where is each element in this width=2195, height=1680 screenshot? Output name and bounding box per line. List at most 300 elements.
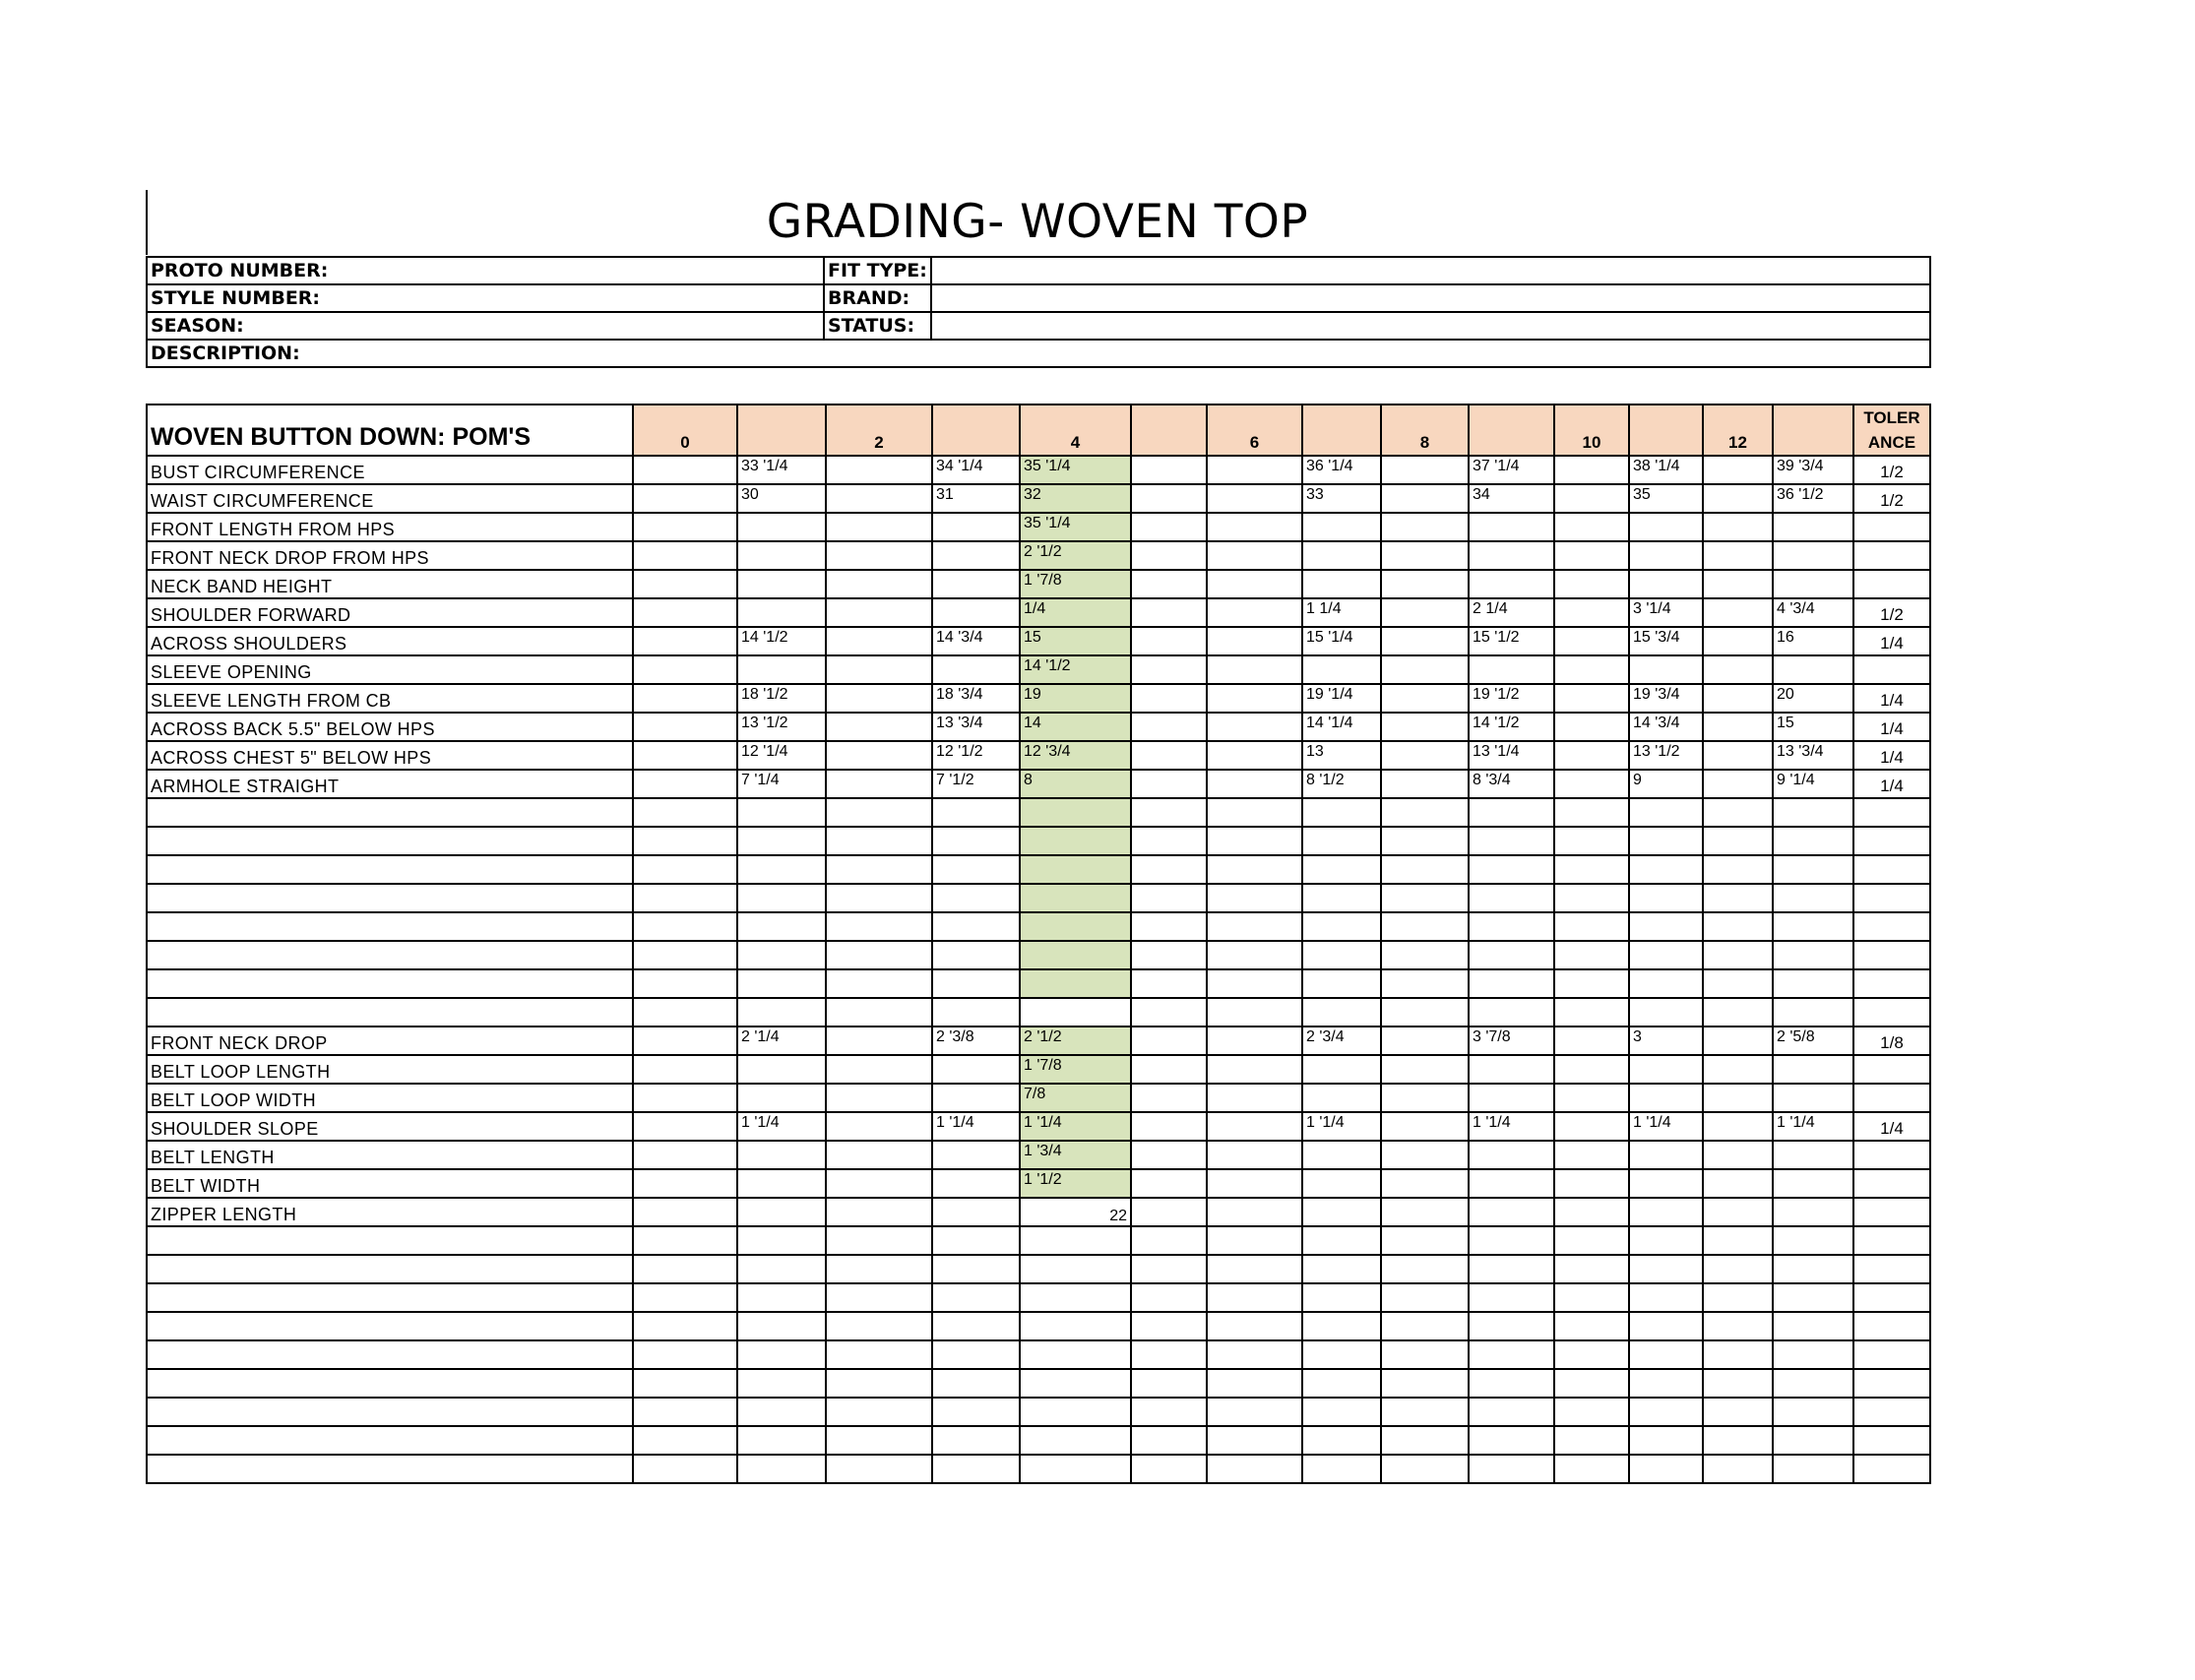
tolerance-cell[interactable] — [1853, 998, 1930, 1027]
measurement-cell[interactable] — [1629, 1198, 1703, 1226]
measurement-cell[interactable] — [1773, 1255, 1853, 1283]
measurement-cell[interactable] — [1131, 941, 1207, 969]
measurement-cell[interactable] — [1469, 1084, 1554, 1112]
measurement-cell[interactable] — [932, 998, 1020, 1027]
measurement-cell[interactable] — [826, 513, 932, 541]
measurement-cell[interactable] — [737, 941, 826, 969]
measurement-cell[interactable] — [1629, 570, 1703, 598]
measurement-cell[interactable] — [1469, 1455, 1554, 1483]
measurement-cell[interactable] — [1469, 969, 1554, 998]
tolerance-cell[interactable] — [1853, 1398, 1930, 1426]
measurement-cell[interactable] — [1469, 998, 1554, 1027]
measurement-cell[interactable] — [1207, 770, 1302, 798]
tolerance-cell[interactable] — [1853, 1455, 1930, 1483]
measurement-cell[interactable] — [633, 912, 737, 941]
measurement-cell[interactable] — [1381, 741, 1469, 770]
measurement-cell[interactable] — [737, 1455, 826, 1483]
measurement-cell[interactable]: 35 '1/4 — [1020, 456, 1131, 484]
measurement-cell[interactable] — [1773, 1312, 1853, 1340]
measurement-cell[interactable] — [1302, 798, 1381, 827]
tolerance-cell[interactable]: 1/2 — [1853, 484, 1930, 513]
measurement-cell[interactable] — [1703, 1426, 1773, 1455]
measurement-cell[interactable] — [1773, 513, 1853, 541]
measurement-cell[interactable] — [1381, 1312, 1469, 1340]
tolerance-cell[interactable] — [1853, 1369, 1930, 1398]
measurement-cell[interactable] — [1773, 1398, 1853, 1426]
measurement-cell[interactable] — [1020, 1426, 1131, 1455]
measurement-cell[interactable] — [1381, 1426, 1469, 1455]
measurement-cell[interactable] — [1703, 570, 1773, 598]
measurement-cell[interactable] — [826, 456, 932, 484]
measurement-cell[interactable] — [737, 884, 826, 912]
measurement-cell[interactable] — [1703, 1226, 1773, 1255]
measurement-cell[interactable]: 13 '1/2 — [737, 713, 826, 741]
measurement-cell[interactable] — [1554, 1283, 1629, 1312]
measurement-cell[interactable] — [826, 1112, 932, 1141]
measurement-cell[interactable]: 33 — [1302, 484, 1381, 513]
measurement-cell[interactable] — [1703, 1198, 1773, 1226]
measurement-cell[interactable] — [1703, 513, 1773, 541]
measurement-cell[interactable] — [1629, 655, 1703, 684]
measurement-cell[interactable] — [826, 1084, 932, 1112]
measurement-cell[interactable] — [1020, 855, 1131, 884]
measurement-cell[interactable] — [1554, 1369, 1629, 1398]
tolerance-cell[interactable] — [1853, 1169, 1930, 1198]
measurement-cell[interactable]: 37 '1/4 — [1469, 456, 1554, 484]
measurement-cell[interactable] — [633, 513, 737, 541]
measurement-cell[interactable] — [737, 541, 826, 570]
measurement-cell[interactable] — [1554, 912, 1629, 941]
measurement-cell[interactable]: 35 '1/4 — [1020, 513, 1131, 541]
measurement-cell[interactable] — [826, 884, 932, 912]
measurement-cell[interactable] — [932, 1283, 1020, 1312]
measurement-cell[interactable] — [737, 912, 826, 941]
measurement-cell[interactable] — [1381, 570, 1469, 598]
measurement-cell[interactable]: 1/4 — [1020, 598, 1131, 627]
measurement-cell[interactable]: 39 '3/4 — [1773, 456, 1853, 484]
measurement-cell[interactable] — [1020, 1283, 1131, 1312]
measurement-cell[interactable] — [1773, 912, 1853, 941]
measurement-cell[interactable] — [932, 941, 1020, 969]
measurement-cell[interactable] — [1554, 855, 1629, 884]
measurement-cell[interactable] — [1554, 941, 1629, 969]
measurement-cell[interactable] — [1554, 998, 1629, 1027]
measurement-cell[interactable] — [1554, 1340, 1629, 1369]
measurement-cell[interactable]: 31 — [932, 484, 1020, 513]
measurement-cell[interactable]: 22 — [1020, 1198, 1131, 1226]
measurement-cell[interactable]: 1 '1/4 — [1629, 1112, 1703, 1141]
measurement-cell[interactable] — [932, 1455, 1020, 1483]
measurement-cell[interactable] — [932, 570, 1020, 598]
measurement-cell[interactable]: 14 — [1020, 713, 1131, 741]
measurement-cell[interactable] — [1020, 912, 1131, 941]
measurement-cell[interactable] — [1703, 456, 1773, 484]
measurement-cell[interactable] — [737, 1198, 826, 1226]
measurement-cell[interactable] — [932, 1084, 1020, 1112]
tolerance-cell[interactable] — [1853, 884, 1930, 912]
measurement-cell[interactable] — [826, 770, 932, 798]
measurement-cell[interactable] — [932, 1255, 1020, 1283]
measurement-cell[interactable] — [826, 541, 932, 570]
measurement-cell[interactable]: 14 '1/2 — [1020, 655, 1131, 684]
measurement-cell[interactable] — [1207, 1426, 1302, 1455]
measurement-cell[interactable] — [1131, 1141, 1207, 1169]
measurement-cell[interactable] — [1703, 1312, 1773, 1340]
measurement-cell[interactable] — [1020, 1369, 1131, 1398]
measurement-cell[interactable] — [1131, 1226, 1207, 1255]
measurement-cell[interactable] — [1381, 1340, 1469, 1369]
measurement-cell[interactable]: 3 — [1629, 1027, 1703, 1055]
measurement-cell[interactable] — [1020, 1455, 1131, 1483]
measurement-cell[interactable] — [1207, 655, 1302, 684]
measurement-cell[interactable] — [826, 684, 932, 713]
measurement-cell[interactable] — [1469, 1312, 1554, 1340]
measurement-cell[interactable] — [932, 655, 1020, 684]
measurement-cell[interactable]: 13 '1/2 — [1629, 741, 1703, 770]
measurement-cell[interactable]: 7 '1/2 — [932, 770, 1020, 798]
measurement-cell[interactable] — [1131, 798, 1207, 827]
measurement-cell[interactable]: 14 '1/2 — [737, 627, 826, 655]
tolerance-cell[interactable] — [1853, 1426, 1930, 1455]
measurement-cell[interactable]: 9 '1/4 — [1773, 770, 1853, 798]
measurement-cell[interactable]: 2 '1/2 — [1020, 541, 1131, 570]
measurement-cell[interactable] — [1554, 1169, 1629, 1198]
tolerance-cell[interactable]: 1/4 — [1853, 741, 1930, 770]
measurement-cell[interactable] — [1554, 1055, 1629, 1084]
measurement-cell[interactable] — [633, 1455, 737, 1483]
measurement-cell[interactable] — [1469, 855, 1554, 884]
measurement-cell[interactable] — [1131, 1027, 1207, 1055]
measurement-cell[interactable]: 2 '3/4 — [1302, 1027, 1381, 1055]
measurement-cell[interactable] — [1020, 1255, 1131, 1283]
measurement-cell[interactable] — [1554, 570, 1629, 598]
measurement-cell[interactable] — [1131, 1455, 1207, 1483]
measurement-cell[interactable] — [1554, 1198, 1629, 1226]
measurement-cell[interactable] — [932, 912, 1020, 941]
measurement-cell[interactable] — [1207, 798, 1302, 827]
measurement-cell[interactable] — [1131, 1169, 1207, 1198]
measurement-cell[interactable] — [1302, 513, 1381, 541]
measurement-cell[interactable] — [1381, 941, 1469, 969]
measurement-cell[interactable] — [1629, 912, 1703, 941]
measurement-cell[interactable] — [633, 770, 737, 798]
measurement-cell[interactable] — [633, 1312, 737, 1340]
measurement-cell[interactable] — [1629, 1398, 1703, 1426]
measurement-cell[interactable] — [1469, 1369, 1554, 1398]
measurement-cell[interactable] — [826, 1055, 932, 1084]
measurement-cell[interactable] — [1773, 1084, 1853, 1112]
measurement-cell[interactable] — [1131, 1084, 1207, 1112]
measurement-cell[interactable] — [826, 1312, 932, 1340]
measurement-cell[interactable] — [1703, 598, 1773, 627]
measurement-cell[interactable]: 1 '1/4 — [1773, 1112, 1853, 1141]
measurement-cell[interactable] — [826, 1198, 932, 1226]
measurement-cell[interactable] — [1629, 1084, 1703, 1112]
measurement-cell[interactable] — [932, 1426, 1020, 1455]
measurement-cell[interactable] — [1131, 884, 1207, 912]
measurement-cell[interactable] — [1554, 684, 1629, 713]
tolerance-cell[interactable]: 1/4 — [1853, 1112, 1930, 1141]
measurement-cell[interactable] — [1629, 827, 1703, 855]
measurement-cell[interactable] — [737, 1169, 826, 1198]
tolerance-cell[interactable] — [1853, 912, 1930, 941]
measurement-cell[interactable]: 12 '1/4 — [737, 741, 826, 770]
measurement-cell[interactable] — [633, 1169, 737, 1198]
measurement-cell[interactable] — [1554, 655, 1629, 684]
measurement-cell[interactable] — [1020, 1340, 1131, 1369]
measurement-cell[interactable] — [1554, 741, 1629, 770]
measurement-cell[interactable] — [737, 1340, 826, 1369]
fit-type-field[interactable] — [931, 257, 1930, 284]
measurement-cell[interactable] — [1207, 1226, 1302, 1255]
measurement-cell[interactable] — [1381, 627, 1469, 655]
measurement-cell[interactable] — [1302, 1055, 1381, 1084]
measurement-cell[interactable] — [1020, 1226, 1131, 1255]
tolerance-cell[interactable] — [1853, 1198, 1930, 1226]
measurement-cell[interactable] — [932, 1312, 1020, 1340]
measurement-cell[interactable] — [737, 1226, 826, 1255]
measurement-cell[interactable] — [1381, 513, 1469, 541]
measurement-cell[interactable] — [633, 855, 737, 884]
measurement-cell[interactable] — [1207, 1198, 1302, 1226]
measurement-cell[interactable] — [737, 827, 826, 855]
measurement-cell[interactable] — [1629, 1340, 1703, 1369]
measurement-cell[interactable]: 1 '7/8 — [1020, 570, 1131, 598]
measurement-cell[interactable] — [1703, 1340, 1773, 1369]
measurement-cell[interactable]: 30 — [737, 484, 826, 513]
measurement-cell[interactable] — [1554, 541, 1629, 570]
measurement-cell[interactable] — [1381, 998, 1469, 1027]
measurement-cell[interactable] — [1207, 1398, 1302, 1426]
measurement-cell[interactable]: 1 '3/4 — [1020, 1141, 1131, 1169]
measurement-cell[interactable] — [1302, 827, 1381, 855]
measurement-cell[interactable] — [1020, 998, 1131, 1027]
measurement-cell[interactable] — [826, 1369, 932, 1398]
measurement-cell[interactable] — [1629, 1169, 1703, 1198]
measurement-cell[interactable]: 16 — [1773, 627, 1853, 655]
measurement-cell[interactable] — [932, 827, 1020, 855]
tolerance-cell[interactable] — [1853, 1255, 1930, 1283]
measurement-cell[interactable] — [1469, 1055, 1554, 1084]
measurement-cell[interactable] — [1703, 1112, 1773, 1141]
measurement-cell[interactable] — [1131, 1055, 1207, 1084]
measurement-cell[interactable] — [1773, 1340, 1853, 1369]
tolerance-cell[interactable] — [1853, 1084, 1930, 1112]
measurement-cell[interactable] — [826, 1141, 932, 1169]
measurement-cell[interactable] — [1302, 1426, 1381, 1455]
measurement-cell[interactable] — [633, 1255, 737, 1283]
measurement-cell[interactable]: 8 — [1020, 770, 1131, 798]
measurement-cell[interactable] — [826, 998, 932, 1027]
measurement-cell[interactable] — [1469, 1426, 1554, 1455]
tolerance-cell[interactable] — [1853, 1226, 1930, 1255]
measurement-cell[interactable]: 19 '3/4 — [1629, 684, 1703, 713]
tolerance-cell[interactable] — [1853, 1055, 1930, 1084]
brand-field[interactable] — [931, 284, 1930, 312]
measurement-cell[interactable] — [1131, 1369, 1207, 1398]
measurement-cell[interactable] — [1381, 884, 1469, 912]
measurement-cell[interactable]: 36 '1/4 — [1302, 456, 1381, 484]
measurement-cell[interactable] — [633, 1112, 737, 1141]
measurement-cell[interactable] — [1554, 1255, 1629, 1283]
measurement-cell[interactable] — [1629, 941, 1703, 969]
measurement-cell[interactable] — [633, 484, 737, 513]
measurement-cell[interactable] — [1302, 570, 1381, 598]
measurement-cell[interactable] — [1469, 541, 1554, 570]
tolerance-cell[interactable] — [1853, 513, 1930, 541]
measurement-cell[interactable] — [1703, 969, 1773, 998]
measurement-cell[interactable] — [1381, 912, 1469, 941]
tolerance-cell[interactable] — [1853, 827, 1930, 855]
measurement-cell[interactable] — [1381, 1255, 1469, 1283]
measurement-cell[interactable] — [826, 827, 932, 855]
measurement-cell[interactable] — [826, 1027, 932, 1055]
measurement-cell[interactable] — [1207, 827, 1302, 855]
measurement-cell[interactable] — [1773, 1455, 1853, 1483]
measurement-cell[interactable] — [1469, 798, 1554, 827]
measurement-cell[interactable]: 33 '1/4 — [737, 456, 826, 484]
measurement-cell[interactable] — [633, 1198, 737, 1226]
tolerance-cell[interactable] — [1853, 855, 1930, 884]
measurement-cell[interactable] — [1629, 1283, 1703, 1312]
measurement-cell[interactable] — [1381, 1084, 1469, 1112]
measurement-cell[interactable] — [1381, 1226, 1469, 1255]
measurement-cell[interactable] — [1302, 1455, 1381, 1483]
measurement-cell[interactable] — [826, 741, 932, 770]
measurement-cell[interactable]: 8 '3/4 — [1469, 770, 1554, 798]
measurement-cell[interactable] — [826, 598, 932, 627]
measurement-cell[interactable] — [1469, 884, 1554, 912]
measurement-cell[interactable] — [1131, 484, 1207, 513]
measurement-cell[interactable] — [1207, 1455, 1302, 1483]
measurement-cell[interactable] — [1207, 855, 1302, 884]
measurement-cell[interactable] — [1629, 884, 1703, 912]
measurement-cell[interactable]: 18 '1/2 — [737, 684, 826, 713]
measurement-cell[interactable] — [1554, 1084, 1629, 1112]
measurement-cell[interactable] — [1554, 1027, 1629, 1055]
measurement-cell[interactable] — [1207, 969, 1302, 998]
measurement-cell[interactable] — [1207, 1112, 1302, 1141]
measurement-cell[interactable]: 15 '3/4 — [1629, 627, 1703, 655]
measurement-cell[interactable] — [1302, 1340, 1381, 1369]
tolerance-cell[interactable]: 1/4 — [1853, 627, 1930, 655]
measurement-cell[interactable] — [1302, 1084, 1381, 1112]
measurement-cell[interactable] — [633, 798, 737, 827]
measurement-cell[interactable] — [1469, 1398, 1554, 1426]
measurement-cell[interactable] — [1020, 941, 1131, 969]
measurement-cell[interactable] — [1554, 798, 1629, 827]
measurement-cell[interactable] — [1703, 741, 1773, 770]
measurement-cell[interactable] — [932, 855, 1020, 884]
measurement-cell[interactable] — [1020, 884, 1131, 912]
measurement-cell[interactable] — [1381, 456, 1469, 484]
measurement-cell[interactable] — [1554, 1141, 1629, 1169]
measurement-cell[interactable] — [633, 1055, 737, 1084]
measurement-cell[interactable] — [1381, 798, 1469, 827]
measurement-cell[interactable] — [1381, 770, 1469, 798]
measurement-cell[interactable] — [1554, 627, 1629, 655]
measurement-cell[interactable] — [1207, 1169, 1302, 1198]
measurement-cell[interactable] — [932, 598, 1020, 627]
measurement-cell[interactable]: 1 1/4 — [1302, 598, 1381, 627]
measurement-cell[interactable] — [1207, 1255, 1302, 1283]
measurement-cell[interactable]: 13 '3/4 — [932, 713, 1020, 741]
measurement-cell[interactable] — [1381, 855, 1469, 884]
measurement-cell[interactable] — [1302, 1226, 1381, 1255]
measurement-cell[interactable] — [1131, 1398, 1207, 1426]
measurement-cell[interactable] — [633, 1226, 737, 1255]
measurement-cell[interactable] — [633, 1027, 737, 1055]
measurement-cell[interactable] — [1207, 1369, 1302, 1398]
measurement-cell[interactable] — [633, 998, 737, 1027]
measurement-cell[interactable] — [932, 884, 1020, 912]
measurement-cell[interactable] — [826, 941, 932, 969]
measurement-cell[interactable] — [633, 1084, 737, 1112]
measurement-cell[interactable] — [1381, 484, 1469, 513]
measurement-cell[interactable]: 20 — [1773, 684, 1853, 713]
measurement-cell[interactable] — [1773, 1169, 1853, 1198]
measurement-cell[interactable] — [1773, 969, 1853, 998]
measurement-cell[interactable] — [1554, 1455, 1629, 1483]
measurement-cell[interactable] — [1131, 1340, 1207, 1369]
measurement-cell[interactable] — [1381, 1141, 1469, 1169]
measurement-cell[interactable] — [1773, 1141, 1853, 1169]
measurement-cell[interactable] — [1703, 1369, 1773, 1398]
measurement-cell[interactable] — [1773, 570, 1853, 598]
measurement-cell[interactable] — [737, 1398, 826, 1426]
measurement-cell[interactable] — [737, 1141, 826, 1169]
measurement-cell[interactable] — [1302, 1198, 1381, 1226]
measurement-cell[interactable] — [1773, 1283, 1853, 1312]
measurement-cell[interactable]: 8 '1/2 — [1302, 770, 1381, 798]
measurement-cell[interactable] — [1703, 1255, 1773, 1283]
measurement-cell[interactable] — [1554, 884, 1629, 912]
measurement-cell[interactable]: 1 '1/4 — [1302, 1112, 1381, 1141]
measurement-cell[interactable]: 12 '3/4 — [1020, 741, 1131, 770]
measurement-cell[interactable] — [826, 713, 932, 741]
measurement-cell[interactable] — [1703, 1027, 1773, 1055]
measurement-cell[interactable] — [1381, 1455, 1469, 1483]
measurement-cell[interactable] — [1629, 1426, 1703, 1455]
measurement-cell[interactable] — [826, 1340, 932, 1369]
measurement-cell[interactable] — [1302, 1141, 1381, 1169]
measurement-cell[interactable] — [1302, 884, 1381, 912]
measurement-cell[interactable] — [1381, 1055, 1469, 1084]
measurement-cell[interactable] — [1020, 1312, 1131, 1340]
measurement-cell[interactable]: 19 '1/4 — [1302, 684, 1381, 713]
measurement-cell[interactable] — [633, 655, 737, 684]
measurement-cell[interactable]: 1 '1/4 — [1020, 1112, 1131, 1141]
measurement-cell[interactable]: 15 '1/4 — [1302, 627, 1381, 655]
measurement-cell[interactable] — [1629, 969, 1703, 998]
tolerance-cell[interactable] — [1853, 541, 1930, 570]
measurement-cell[interactable] — [1207, 713, 1302, 741]
measurement-cell[interactable] — [1302, 1169, 1381, 1198]
measurement-cell[interactable] — [826, 484, 932, 513]
measurement-cell[interactable] — [1773, 884, 1853, 912]
measurement-cell[interactable] — [1773, 1198, 1853, 1226]
measurement-cell[interactable] — [1381, 1283, 1469, 1312]
measurement-cell[interactable] — [1207, 1055, 1302, 1084]
measurement-cell[interactable] — [1131, 570, 1207, 598]
measurement-cell[interactable] — [826, 570, 932, 598]
measurement-cell[interactable]: 3 '7/8 — [1469, 1027, 1554, 1055]
tolerance-cell[interactable]: 1/2 — [1853, 456, 1930, 484]
measurement-cell[interactable] — [1131, 1283, 1207, 1312]
measurement-cell[interactable] — [1703, 855, 1773, 884]
measurement-cell[interactable] — [1131, 1312, 1207, 1340]
measurement-cell[interactable] — [1554, 484, 1629, 513]
